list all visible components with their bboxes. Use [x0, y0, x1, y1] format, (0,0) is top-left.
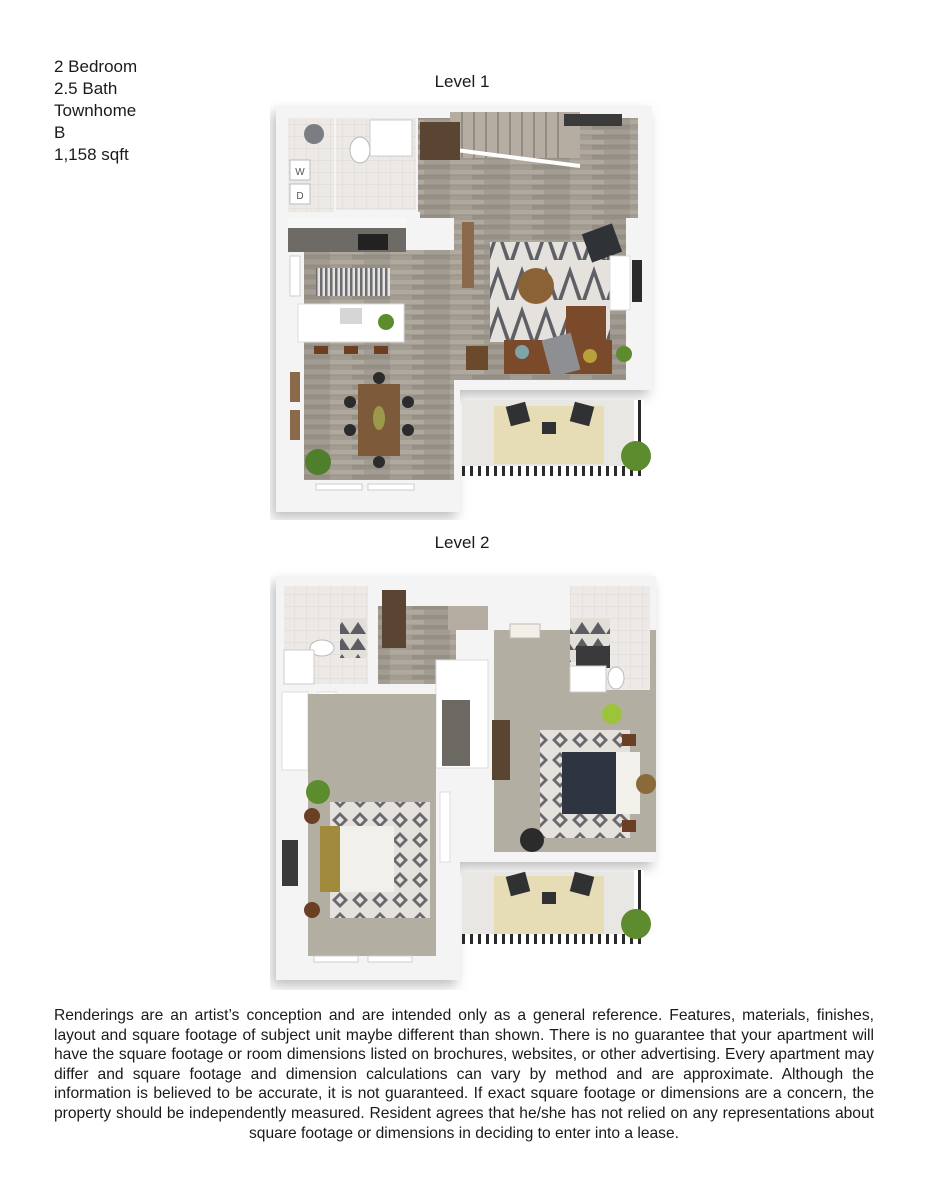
- level-2-title: Level 2: [434, 533, 490, 552]
- washer-label: W: [295, 167, 305, 178]
- kitchen-runner-rug: [316, 268, 390, 296]
- patio-plant-icon: [621, 441, 651, 471]
- disclaimer-text: Renderings are an artist’s conception and are intended only as a general reference. Features, materials, finishes, layout and square footage of subject unit maybe different than shown. There is no guarantee that your apartment will have the square footage or room dimensions listed on brochures, websites, or other advertising. Every apartment may differ and square footage and dimension calculations can vary by method and are approximate. Although the information is believed to be accurate, it is not guaranteed. If exact square footage or dimensions are a concern, the property should be independently measured. Resident agrees that he/she has not relied on any representations about square footage or dimensions in deciding to enter into a lease.: [54, 1007, 874, 1142]
- dryer-label: D: [296, 191, 304, 202]
- level-2-floor-plan: [270, 570, 670, 990]
- bath-count: 2.5 Bath: [54, 79, 118, 98]
- toilet-icon: [350, 137, 370, 163]
- level-1-floor-plan: [270, 100, 670, 520]
- unit-info: [54, 56, 137, 166]
- cooktop-icon: [358, 234, 388, 250]
- unit-type: Townhome: [54, 101, 137, 120]
- potted-plant-icon: [305, 449, 331, 475]
- vanity-sink-icon: [370, 120, 412, 156]
- patio-railing: [462, 466, 642, 476]
- square-footage: 1,158 sqft: [54, 145, 129, 164]
- bedroom-count: 2 Bedroom: [54, 57, 138, 76]
- coffee-table: [518, 268, 554, 304]
- water-heater-icon: [304, 124, 324, 144]
- plan-name: B: [54, 123, 66, 142]
- level-1-title: Level 1: [434, 72, 490, 91]
- tv-icon: [632, 260, 642, 302]
